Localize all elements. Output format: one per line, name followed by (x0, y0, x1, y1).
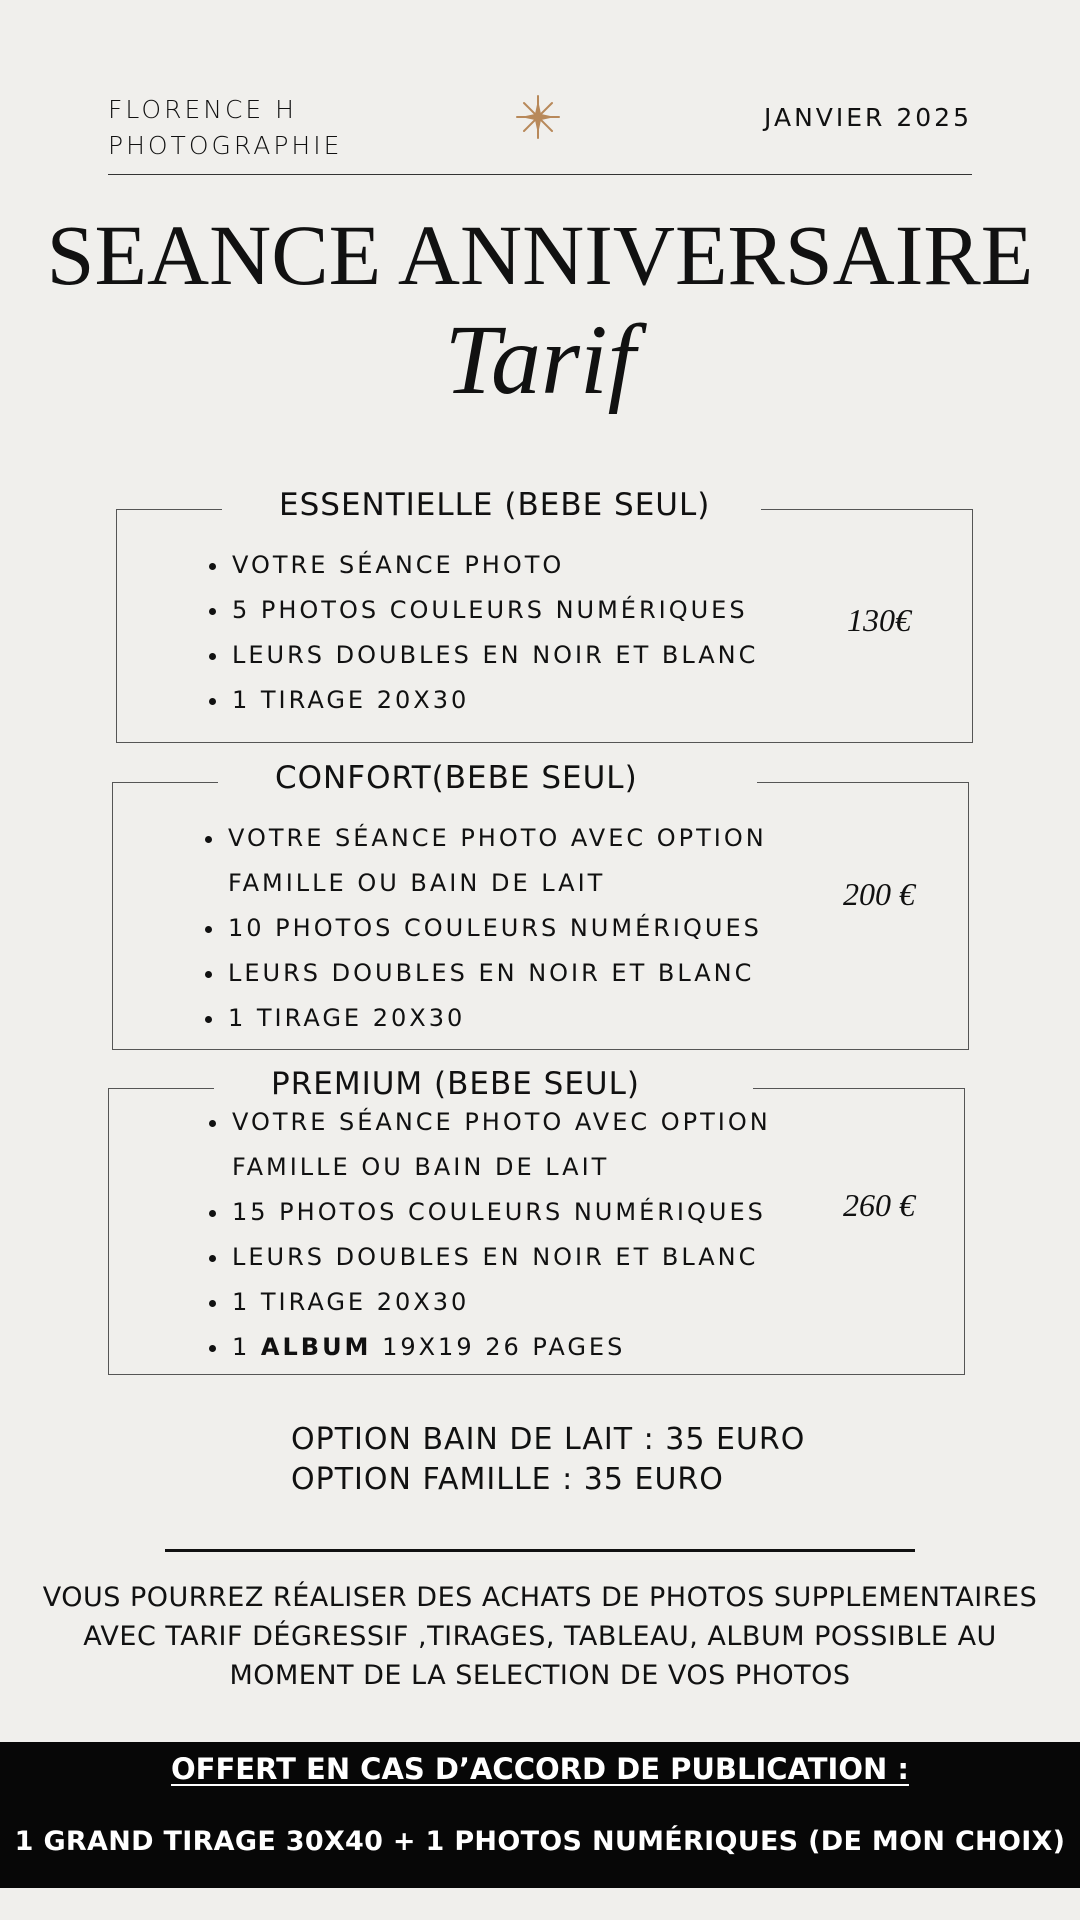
offer-text: 1 GRAND TIRAGE 30X40 + 1 PHOTOS NUMÉRIQUES (DE MON CHOIX) (14, 1826, 1066, 1857)
package-premium (108, 1066, 965, 1375)
box-top-line (757, 782, 969, 783)
list-item: LEURS DOUBLES EN NOIR ET BLANC (203, 951, 767, 996)
album-prefix: 1 (232, 1333, 261, 1361)
box-top-line (108, 1088, 214, 1089)
package-price: 200 € (843, 876, 915, 912)
list-item: 1 TIRAGE 20X30 (207, 678, 758, 723)
header-divider (108, 174, 972, 175)
list-item: FAMILLE OU BAIN DE LAIT (232, 1153, 610, 1181)
package-essentielle (116, 487, 973, 743)
list-item: VOTRE SÉANCE PHOTO AVEC OPTION (203, 816, 767, 861)
package-price: 130€ (847, 602, 911, 638)
list-item: 1 TIRAGE 20X30 (203, 996, 767, 1041)
package-items (207, 543, 758, 723)
list-item-album (207, 1325, 771, 1370)
date-label: JANVIER 2025 (764, 103, 972, 132)
additional-purchases-note: VOUS POURREZ RÉALISER DES ACHATS DE PHOTOS SUPPLEMENTAIRES AVEC TARIF DÉGRESSIF ,TIRAGES, TABLEAU, ALBUM POSSIBLE AU MOMENT DE LA SELECTION DE VOS PHOTOS (42, 1582, 1038, 1691)
option-famille: OPTION FAMILLE : 35 EURO (291, 1462, 724, 1497)
list-item: LEURS DOUBLES EN NOIR ET BLANC (207, 633, 758, 678)
brand-line-1: FLORENCE H (108, 95, 297, 124)
box-top-line (116, 509, 222, 510)
package-price: 260 € (843, 1187, 915, 1223)
offer-title: OFFERT EN CAS D’ACCORD DE PUBLICATION : (171, 1752, 909, 1786)
album-bold: ALBUM (260, 1333, 372, 1361)
list-item: FAMILLE OU BAIN DE LAIT (228, 869, 606, 897)
box-top-line (753, 1088, 965, 1089)
album-rest: 19X19 26 PAGES (371, 1333, 626, 1361)
package-title: PREMIUM (BEBE SEUL) (271, 1066, 640, 1102)
brand-line-2: PHOTOGRAPHIE (108, 131, 343, 160)
options-block (291, 1420, 805, 1500)
brand-name (108, 92, 342, 164)
package-confort (112, 760, 969, 1050)
list-item: 15 PHOTOS COULEURS NUMÉRIQUES (207, 1190, 771, 1235)
list-item: LEURS DOUBLES EN NOIR ET BLANC (207, 1235, 771, 1280)
star-icon (515, 94, 561, 140)
list-item: 5 PHOTOS COULEURS NUMÉRIQUES (207, 588, 758, 633)
section-divider (165, 1549, 915, 1552)
list-item: 1 TIRAGE 20X30 (207, 1280, 771, 1325)
page-subtitle: Tarif (444, 304, 636, 415)
offer-banner (0, 1742, 1080, 1888)
box-top-line (112, 782, 218, 783)
package-title: CONFORT(BEBE SEUL) (275, 760, 638, 796)
box-top-line (761, 509, 973, 510)
page-title: SEANCE ANNIVERSAIRE (46, 207, 1034, 303)
option-bain: OPTION BAIN DE LAIT : 35 EURO (291, 1422, 806, 1457)
list-item: VOTRE SÉANCE PHOTO (207, 543, 758, 588)
list-item: VOTRE SÉANCE PHOTO AVEC OPTION (207, 1100, 771, 1145)
package-items (203, 816, 767, 1041)
package-title: ESSENTIELLE (BEBE SEUL) (279, 487, 711, 523)
list-item: 10 PHOTOS COULEURS NUMÉRIQUES (203, 906, 767, 951)
package-items (207, 1100, 771, 1370)
